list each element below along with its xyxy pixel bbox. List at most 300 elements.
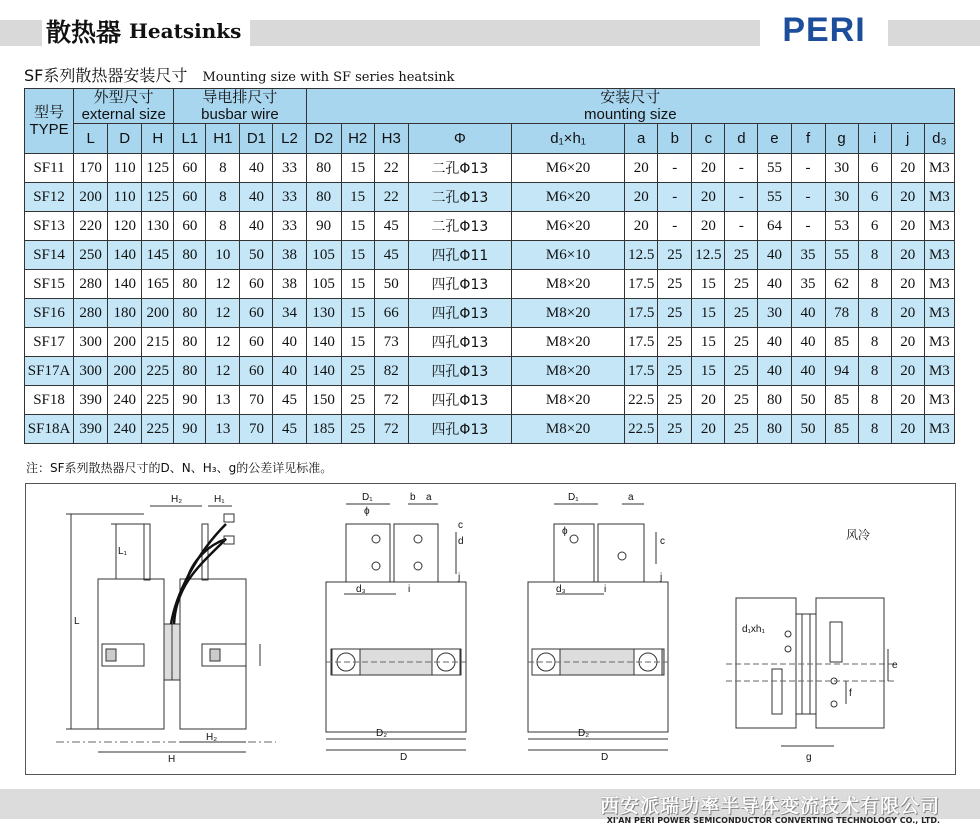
table-cell: 25 bbox=[658, 270, 692, 299]
table-cell: 200 bbox=[108, 328, 142, 357]
table-cell: M3 bbox=[924, 386, 954, 415]
table-cell: 55 bbox=[758, 183, 791, 212]
table-cell: 45 bbox=[374, 241, 408, 270]
busbar-header bbox=[174, 89, 306, 124]
company-name-en: XI'AN PERI POWER SEMICONDUCTOR CONVERTING TECHNOLOGY CO., LTD. bbox=[606, 816, 940, 825]
table-cell: 200 bbox=[74, 183, 108, 212]
table-cell: M3 bbox=[924, 270, 954, 299]
brand-name: PERI bbox=[782, 10, 866, 49]
table-row bbox=[25, 299, 955, 328]
column-header-row bbox=[25, 124, 955, 154]
table-cell: 25 bbox=[725, 299, 758, 328]
table-cell: 25 bbox=[658, 386, 692, 415]
table-cell: M3 bbox=[924, 299, 954, 328]
table-cell: 80 bbox=[174, 241, 206, 270]
table-cell: 25 bbox=[725, 270, 758, 299]
table-cell: 50 bbox=[791, 386, 825, 415]
table-cell: 140 bbox=[306, 328, 341, 357]
table-row bbox=[25, 154, 955, 183]
table-cell: 8 bbox=[858, 328, 891, 357]
table-cell: 25 bbox=[341, 386, 374, 415]
table-cell: 60 bbox=[240, 299, 273, 328]
table-cell: 60 bbox=[240, 357, 273, 386]
table-cell: 12 bbox=[206, 270, 240, 299]
table-cell: M3 bbox=[924, 183, 954, 212]
label-d2-2: D₂ bbox=[578, 728, 590, 739]
external-size-zh: 外型尺寸 bbox=[93, 89, 154, 106]
table-cell: 300 bbox=[74, 328, 108, 357]
label-i-2: i bbox=[604, 584, 607, 595]
table-cell: 73 bbox=[374, 328, 408, 357]
table-cell: 22.5 bbox=[625, 386, 658, 415]
table-cell: 15 bbox=[341, 241, 374, 270]
label-d: d bbox=[458, 536, 464, 547]
table-cell: 8 bbox=[858, 386, 891, 415]
table-cell: 12.5 bbox=[692, 241, 725, 270]
table-cell: - bbox=[791, 212, 825, 241]
table-cell: 17.5 bbox=[625, 270, 658, 299]
table-cell: 220 bbox=[74, 212, 108, 241]
table-cell: 二孔Φ13 bbox=[408, 212, 511, 241]
busbar-zh: 导电排尺寸 bbox=[202, 89, 278, 106]
table-cell: - bbox=[725, 154, 758, 183]
table-cell: 40 bbox=[240, 154, 273, 183]
table-cell: 20 bbox=[692, 212, 725, 241]
type-header-en: TYPE bbox=[29, 121, 69, 138]
label-l1: L₁ bbox=[118, 546, 127, 557]
table-cell: 140 bbox=[108, 241, 142, 270]
table-cell: 四孔Φ13 bbox=[408, 357, 511, 386]
label-phi-2: ϕ bbox=[562, 526, 568, 537]
table-cell: 33 bbox=[273, 212, 306, 241]
label-d1h1: d₁xh₁ bbox=[742, 624, 765, 635]
table-cell: 225 bbox=[142, 415, 174, 444]
table-cell: 17.5 bbox=[625, 357, 658, 386]
model-cell: SF11 bbox=[25, 154, 74, 183]
table-cell: 280 bbox=[74, 270, 108, 299]
table-cell: 40 bbox=[273, 357, 306, 386]
table-cell: 280 bbox=[74, 299, 108, 328]
column-header: b bbox=[658, 124, 692, 154]
table-cell: 15 bbox=[341, 212, 374, 241]
tolerance-note: 注：SF系列散热器尺寸的D、N、H₃、g的公差详见标准。 bbox=[26, 461, 333, 475]
label-h2-bottom: H₂ bbox=[206, 732, 218, 743]
table-cell: 140 bbox=[108, 270, 142, 299]
table-cell: 12 bbox=[206, 299, 240, 328]
table-cell: 390 bbox=[74, 386, 108, 415]
table-cell: 110 bbox=[108, 154, 142, 183]
table-cell: 225 bbox=[142, 386, 174, 415]
table-cell: 20 bbox=[692, 415, 725, 444]
table-cell: 二孔Φ13 bbox=[408, 154, 511, 183]
table-cell: 60 bbox=[240, 328, 273, 357]
technical-drawings bbox=[26, 484, 955, 774]
table-cell: 55 bbox=[758, 154, 791, 183]
model-cell: SF14 bbox=[25, 241, 74, 270]
table-cell: 25 bbox=[658, 299, 692, 328]
table-cell: 40 bbox=[791, 357, 825, 386]
table-cell: 185 bbox=[306, 415, 341, 444]
table-cell: M8×20 bbox=[511, 299, 624, 328]
label-d3-2: d₃ bbox=[556, 584, 566, 595]
subtitle-en: Mounting size with SF series heatsink bbox=[202, 70, 455, 85]
mounting-size-header bbox=[306, 89, 954, 124]
label-g: g bbox=[806, 752, 812, 763]
table-cell: 25 bbox=[725, 415, 758, 444]
column-header: i bbox=[858, 124, 891, 154]
label-d3: d₃ bbox=[356, 584, 366, 595]
table-cell: 80 bbox=[758, 415, 791, 444]
table-cell: M6×20 bbox=[511, 212, 624, 241]
table-cell: 12 bbox=[206, 357, 240, 386]
table-cell: 45 bbox=[273, 386, 306, 415]
label-c: c bbox=[458, 520, 463, 531]
table-cell: 35 bbox=[791, 270, 825, 299]
title-zh: 散热器 bbox=[46, 18, 122, 47]
table-cell: 105 bbox=[306, 270, 341, 299]
table-cell: 45 bbox=[374, 212, 408, 241]
label-h1-top: H₁ bbox=[214, 494, 225, 505]
mounting-size-en: mounting size bbox=[584, 106, 677, 123]
label-l: L bbox=[74, 616, 80, 627]
table-cell: 225 bbox=[142, 357, 174, 386]
table-cell: 80 bbox=[174, 270, 206, 299]
drawing-panel bbox=[25, 483, 956, 775]
model-cell: SF18 bbox=[25, 386, 74, 415]
table-cell: 25 bbox=[658, 357, 692, 386]
table-cell: 170 bbox=[74, 154, 108, 183]
table-cell: - bbox=[791, 154, 825, 183]
busbar-en: busbar wire bbox=[201, 106, 279, 123]
table-cell: 20 bbox=[891, 154, 924, 183]
table-cell: M3 bbox=[924, 415, 954, 444]
table-cell: 10 bbox=[206, 241, 240, 270]
company-name-zh: 西安派瑞功率半导体变流技术有限公司 bbox=[599, 795, 940, 817]
table-cell: 20 bbox=[891, 386, 924, 415]
table-cell: 12.5 bbox=[625, 241, 658, 270]
table-cell: M3 bbox=[924, 154, 954, 183]
column-header: f bbox=[791, 124, 825, 154]
table-cell: 82 bbox=[374, 357, 408, 386]
label-d2: D₂ bbox=[376, 728, 388, 739]
page-header bbox=[0, 0, 980, 62]
table-cell: 6 bbox=[858, 183, 891, 212]
label-e: e bbox=[892, 660, 898, 671]
external-size-header bbox=[74, 89, 174, 124]
model-cell: SF17 bbox=[25, 328, 74, 357]
table-cell: - bbox=[658, 154, 692, 183]
table-cell: 35 bbox=[791, 241, 825, 270]
table-cell: 8 bbox=[858, 415, 891, 444]
table-cell: 90 bbox=[306, 212, 341, 241]
table-cell: M8×20 bbox=[511, 357, 624, 386]
table-cell: 四孔Φ13 bbox=[408, 299, 511, 328]
column-header: d₁×h₁ bbox=[511, 124, 624, 154]
table-cell: 15 bbox=[341, 154, 374, 183]
table-cell: 二孔Φ13 bbox=[408, 183, 511, 212]
air-cooled-view bbox=[726, 527, 898, 763]
spec-table bbox=[24, 88, 955, 444]
table-cell: M8×20 bbox=[511, 328, 624, 357]
table-cell: 145 bbox=[142, 241, 174, 270]
table-cell: 70 bbox=[240, 386, 273, 415]
type-header bbox=[25, 89, 74, 154]
table-cell: 8 bbox=[206, 212, 240, 241]
subtitle-zh: SF系列散热器安装尺寸 bbox=[24, 66, 188, 85]
table-cell: 8 bbox=[206, 183, 240, 212]
table-cell: 240 bbox=[108, 415, 142, 444]
column-header: c bbox=[692, 124, 725, 154]
table-cell: 20 bbox=[891, 328, 924, 357]
table-cell: 110 bbox=[108, 183, 142, 212]
table-cell: 25 bbox=[658, 328, 692, 357]
table-row bbox=[25, 328, 955, 357]
column-header: H3 bbox=[374, 124, 408, 154]
table-cell: 130 bbox=[142, 212, 174, 241]
table-cell: 130 bbox=[306, 299, 341, 328]
table-cell: - bbox=[725, 183, 758, 212]
table-cell: 25 bbox=[725, 357, 758, 386]
table-cell: 240 bbox=[108, 386, 142, 415]
table-cell: 17.5 bbox=[625, 299, 658, 328]
label-i: i bbox=[408, 584, 411, 595]
section-subtitle bbox=[24, 63, 455, 86]
table-cell: M3 bbox=[924, 212, 954, 241]
table-cell: 15 bbox=[692, 299, 725, 328]
table-cell: 6 bbox=[858, 154, 891, 183]
table-cell: 12 bbox=[206, 328, 240, 357]
table-cell: 80 bbox=[174, 328, 206, 357]
table-cell: 13 bbox=[206, 415, 240, 444]
table-cell: 85 bbox=[825, 415, 858, 444]
table-cell: 94 bbox=[825, 357, 858, 386]
table-cell: 15 bbox=[692, 328, 725, 357]
column-header: L1 bbox=[174, 124, 206, 154]
table-row bbox=[25, 386, 955, 415]
table-cell: M6×20 bbox=[511, 154, 624, 183]
table-cell: 215 bbox=[142, 328, 174, 357]
table-cell: 15 bbox=[692, 357, 725, 386]
table-cell: 30 bbox=[758, 299, 791, 328]
column-header: D1 bbox=[240, 124, 273, 154]
table-cell: 15 bbox=[692, 270, 725, 299]
table-cell: M8×20 bbox=[511, 270, 624, 299]
table-cell: 25 bbox=[725, 241, 758, 270]
table-cell: 80 bbox=[174, 299, 206, 328]
column-header: H1 bbox=[206, 124, 240, 154]
table-cell: 33 bbox=[273, 183, 306, 212]
table-cell: 20 bbox=[692, 183, 725, 212]
table-cell: 85 bbox=[825, 328, 858, 357]
table-cell: 25 bbox=[658, 241, 692, 270]
column-header: e bbox=[758, 124, 791, 154]
front-view-two-hole bbox=[528, 492, 668, 763]
table-cell: 25 bbox=[658, 415, 692, 444]
label-dd: D bbox=[400, 752, 408, 763]
front-view-four-hole bbox=[326, 492, 466, 763]
table-cell: 20 bbox=[625, 183, 658, 212]
table-cell: M3 bbox=[924, 357, 954, 386]
table-cell: 15 bbox=[341, 328, 374, 357]
table-cell: M6×20 bbox=[511, 183, 624, 212]
table-cell: 50 bbox=[791, 415, 825, 444]
table-cell: - bbox=[658, 212, 692, 241]
table-cell: 8 bbox=[858, 270, 891, 299]
table-cell: 180 bbox=[108, 299, 142, 328]
label-j: j bbox=[458, 572, 461, 583]
table-cell: M6×10 bbox=[511, 241, 624, 270]
column-header: D bbox=[108, 124, 142, 154]
label-f: f bbox=[849, 688, 852, 699]
table-cell: M8×20 bbox=[511, 386, 624, 415]
model-cell: SF15 bbox=[25, 270, 74, 299]
table-cell: 78 bbox=[825, 299, 858, 328]
table-cell: 64 bbox=[758, 212, 791, 241]
table-cell: 20 bbox=[891, 415, 924, 444]
table-cell: 60 bbox=[174, 183, 206, 212]
table-cell: 四孔Φ11 bbox=[408, 241, 511, 270]
table-cell: 25 bbox=[725, 328, 758, 357]
table-cell: 30 bbox=[825, 183, 858, 212]
label-d1: D₁ bbox=[362, 492, 373, 503]
label-h: H bbox=[168, 754, 176, 765]
table-cell: 90 bbox=[174, 386, 206, 415]
table-cell: 60 bbox=[240, 270, 273, 299]
table-cell: 40 bbox=[273, 328, 306, 357]
mounting-size-zh: 安装尺寸 bbox=[600, 89, 661, 106]
table-cell: 80 bbox=[306, 154, 341, 183]
table-cell: 20 bbox=[692, 154, 725, 183]
table-cell: 165 bbox=[142, 270, 174, 299]
table-cell: 8 bbox=[858, 241, 891, 270]
table-cell: 50 bbox=[374, 270, 408, 299]
table-cell: 40 bbox=[758, 357, 791, 386]
table-cell: - bbox=[658, 183, 692, 212]
table-cell: M8×20 bbox=[511, 415, 624, 444]
table-cell: 40 bbox=[791, 299, 825, 328]
table-cell: 四孔Φ13 bbox=[408, 415, 511, 444]
label-a: a bbox=[426, 492, 432, 503]
label-d1-2: D₁ bbox=[568, 492, 579, 503]
table-cell: 150 bbox=[306, 386, 341, 415]
label-j-2: j bbox=[660, 572, 663, 583]
page-footer bbox=[0, 789, 980, 819]
label-b: b bbox=[410, 492, 416, 503]
table-cell: M3 bbox=[924, 241, 954, 270]
column-header: H2 bbox=[341, 124, 374, 154]
table-cell: 53 bbox=[825, 212, 858, 241]
table-cell: 四孔Φ13 bbox=[408, 386, 511, 415]
model-cell: SF12 bbox=[25, 183, 74, 212]
table-cell: 72 bbox=[374, 415, 408, 444]
table-cell: 72 bbox=[374, 386, 408, 415]
table-cell: 120 bbox=[108, 212, 142, 241]
table-row bbox=[25, 183, 955, 212]
label-phi: ϕ bbox=[364, 506, 370, 517]
label-a-2: a bbox=[628, 492, 634, 503]
table-cell: 40 bbox=[791, 328, 825, 357]
column-header: d₃ bbox=[924, 124, 954, 154]
table-cell: 66 bbox=[374, 299, 408, 328]
table-cell: M3 bbox=[924, 328, 954, 357]
column-header: g bbox=[825, 124, 858, 154]
table-cell: 38 bbox=[273, 270, 306, 299]
table-cell: 80 bbox=[758, 386, 791, 415]
table-cell: 25 bbox=[341, 415, 374, 444]
table-row bbox=[25, 212, 955, 241]
table-cell: 17.5 bbox=[625, 328, 658, 357]
table-cell: 20 bbox=[625, 154, 658, 183]
table-cell: 200 bbox=[142, 299, 174, 328]
table-row bbox=[25, 415, 955, 444]
column-header: d bbox=[725, 124, 758, 154]
table-cell: 20 bbox=[891, 270, 924, 299]
external-size-en: external size bbox=[81, 106, 166, 123]
column-header: Φ bbox=[408, 124, 511, 154]
table-cell: 38 bbox=[273, 241, 306, 270]
label-feng-leng: 风冷 bbox=[846, 528, 871, 542]
column-header: D2 bbox=[306, 124, 341, 154]
label-h2-top: H₂ bbox=[171, 494, 183, 505]
column-header: L bbox=[74, 124, 108, 154]
table-cell: 四孔Φ13 bbox=[408, 328, 511, 357]
table-cell: 20 bbox=[891, 183, 924, 212]
table-cell: 40 bbox=[758, 328, 791, 357]
table-cell: 13 bbox=[206, 386, 240, 415]
table-cell: 四孔Φ13 bbox=[408, 270, 511, 299]
table-cell: 140 bbox=[306, 357, 341, 386]
column-header: j bbox=[891, 124, 924, 154]
label-dd-2: D bbox=[601, 752, 609, 763]
model-cell: SF13 bbox=[25, 212, 74, 241]
side-view-drawing bbox=[56, 494, 276, 765]
table-cell: 105 bbox=[306, 241, 341, 270]
table-cell: 125 bbox=[142, 154, 174, 183]
table-cell: 40 bbox=[758, 270, 791, 299]
table-cell: - bbox=[725, 212, 758, 241]
title-en: Heatsinks bbox=[129, 19, 242, 43]
table-cell: 15 bbox=[341, 299, 374, 328]
table-cell: 55 bbox=[825, 241, 858, 270]
table-cell: 30 bbox=[825, 154, 858, 183]
table-cell: 8 bbox=[858, 357, 891, 386]
model-cell: SF18A bbox=[25, 415, 74, 444]
table-cell: 22.5 bbox=[625, 415, 658, 444]
table-cell: 22 bbox=[374, 154, 408, 183]
column-header: a bbox=[625, 124, 658, 154]
table-cell: 40 bbox=[240, 212, 273, 241]
label-c-2: c bbox=[660, 536, 665, 547]
table-cell: 20 bbox=[891, 357, 924, 386]
table-cell: 25 bbox=[341, 357, 374, 386]
table-cell: 85 bbox=[825, 386, 858, 415]
table-cell: 200 bbox=[108, 357, 142, 386]
brand-logo bbox=[760, 10, 888, 50]
table-cell: 22 bbox=[374, 183, 408, 212]
table-cell: 33 bbox=[273, 154, 306, 183]
header-title bbox=[42, 12, 250, 50]
table-cell: 6 bbox=[858, 212, 891, 241]
table-cell: 20 bbox=[891, 241, 924, 270]
column-header: H bbox=[142, 124, 174, 154]
table-cell: 20 bbox=[692, 386, 725, 415]
table-cell: 40 bbox=[758, 241, 791, 270]
table-cell: 80 bbox=[306, 183, 341, 212]
spec-table-body bbox=[25, 154, 955, 444]
table-cell: 40 bbox=[240, 183, 273, 212]
table-cell: 62 bbox=[825, 270, 858, 299]
model-cell: SF16 bbox=[25, 299, 74, 328]
